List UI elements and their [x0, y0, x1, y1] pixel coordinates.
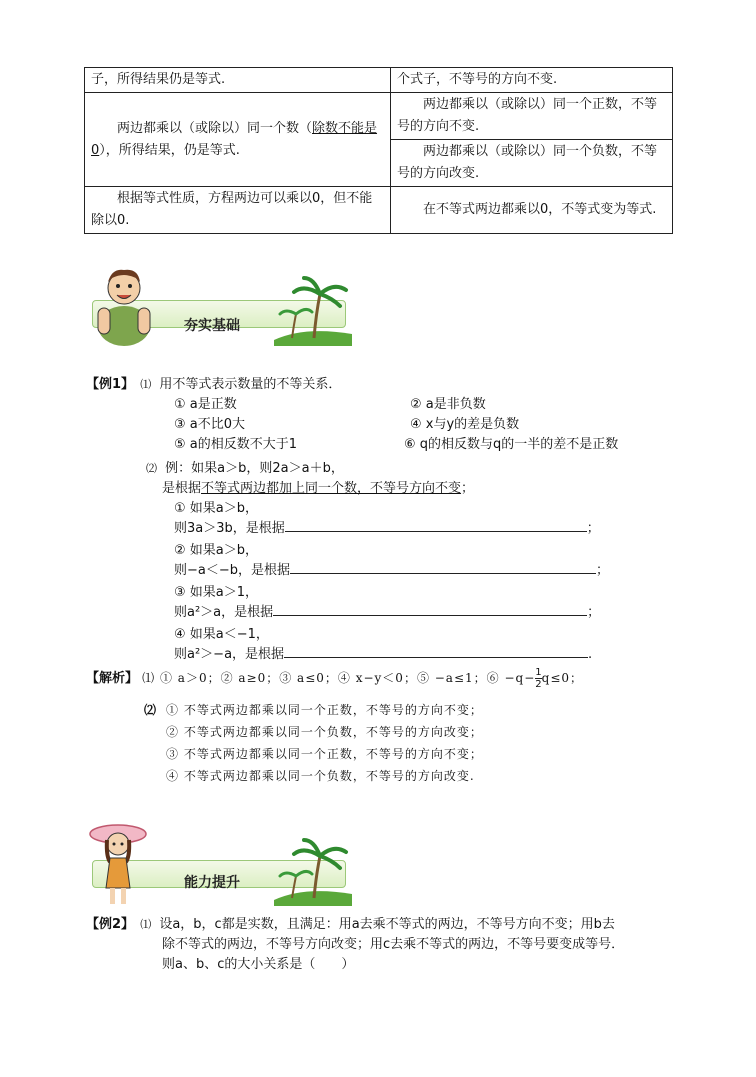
sub-condition: ① 如果a＞b， — [174, 501, 259, 516]
table-cell: 个式子，不等号的方向不变. — [391, 68, 673, 93]
question-number: ⑴ — [140, 378, 152, 391]
table-cell — [85, 93, 391, 187]
conclusion-text: 则3a＞3b，是根据 — [174, 521, 285, 536]
sub-question — [146, 457, 344, 476]
list-item: ⑤ a的相反数不大于1 — [174, 437, 298, 452]
table-row — [85, 68, 673, 93]
table-cell: 两边都乘以（或除以）同一个正数，不等号的方向不变. — [391, 93, 673, 140]
basis-suffix: ； — [461, 481, 475, 496]
example-heading — [86, 373, 341, 392]
question-text: 用不等式表示数量的不等关系． — [159, 377, 342, 392]
punctuation: ； — [586, 521, 600, 536]
solution-heading — [86, 667, 583, 690]
basis-prefix: 是根据 — [162, 481, 202, 496]
solution-part-number — [144, 701, 156, 718]
list-item: ② a是非负数 — [410, 397, 486, 412]
list-item: ④ x与y的差是负数 — [410, 417, 520, 432]
cell-text: ），所得结果，仍是等式. — [99, 142, 240, 158]
example-tag: 【例1】 — [86, 377, 135, 392]
table-cell: 子，所得结果仍是等式. — [85, 68, 391, 93]
solution-text: q≤0； — [541, 671, 584, 685]
fraction-numerator: 1 — [535, 667, 542, 678]
table-row — [85, 93, 673, 140]
palm-tree-icon — [274, 836, 352, 906]
conclusion-text: 则a²＞−a，是根据 — [174, 647, 285, 662]
list-item: ① a是正数 — [174, 397, 237, 412]
solution-tag: 【解析】 — [86, 671, 139, 686]
question-number: ⑵ — [146, 462, 157, 475]
punctuation: ； — [596, 563, 610, 578]
example-tag: 【例2】 — [86, 917, 135, 932]
section-banner-advanced — [84, 818, 354, 906]
answer-blank[interactable] — [290, 561, 596, 574]
section-banner-basics — [84, 262, 354, 347]
sub-conclusion — [174, 601, 600, 620]
section-title: 夯实基础 — [184, 318, 240, 334]
question-text: 例：如果a＞b，则2a＞a＋b， — [165, 461, 344, 476]
question-text: 设a，b，c都是实数，且满足：用a去乘不等式的两边，不等号方向不变；用b去 — [159, 917, 615, 932]
list-item: ⑥ q的相反数与q的一半的差不是正数 — [404, 437, 619, 452]
section-title: 能力提升 — [184, 875, 240, 891]
comparison-table — [84, 67, 673, 234]
fraction-denominator: 2 — [535, 679, 542, 690]
example-heading — [86, 913, 615, 932]
punctuation: ； — [587, 605, 601, 620]
underlined-text: 除数不能是0 — [91, 120, 378, 158]
table-cell: 根据等式性质，方程两边可以乘以0，但不能除以0. — [85, 187, 391, 234]
conclusion-text: 则−a＜−b，是根据 — [174, 563, 291, 578]
sub-condition: ③ 如果a＞1， — [174, 585, 259, 600]
list-item: ③ a不比0大 — [174, 417, 246, 432]
basis-line — [162, 477, 474, 496]
solution-line: ① 不等式两边都乘以同一个正数，不等号的方向不变； — [166, 703, 483, 717]
sub-condition: ② 如果a＞b， — [174, 543, 259, 558]
cartoon-man-icon — [90, 262, 160, 346]
table-row — [85, 187, 673, 234]
solution-line: ② 不等式两边都乘以同一个负数，不等号的方向改变； — [166, 725, 483, 739]
underlined-text: 不等式两边都加上同一个数，不等号方向不变 — [201, 481, 462, 496]
answer-blank[interactable] — [284, 645, 588, 658]
solution-line: ③ 不等式两边都乘以同一个正数，不等号的方向不变； — [166, 747, 483, 761]
solution-line: ④ 不等式两边都乘以同一个负数，不等号的方向改变. — [166, 769, 475, 783]
table-cell: 在不等式两边都乘以0，不等式变为等式. — [391, 187, 673, 234]
cartoon-girl-icon — [88, 818, 150, 906]
sub-conclusion — [174, 643, 592, 662]
question-text: 则a、b、c的大小关系是（ ） — [162, 957, 355, 972]
punctuation: . — [588, 647, 593, 662]
palm-tree-icon — [274, 274, 352, 346]
part-number: ⑵ — [144, 703, 157, 717]
cell-text: 两边都乘以（或除以）同一个数（ — [117, 120, 313, 136]
sub-conclusion — [174, 517, 600, 536]
conclusion-text: 则a²＞a，是根据 — [174, 605, 274, 620]
question-text: 除不等式的两边，不等号方向改变；用c去乘不等式的两边，不等号要变成等号． — [162, 937, 625, 952]
sub-conclusion — [174, 559, 609, 578]
question-number: ⑴ — [140, 918, 152, 931]
answer-blank[interactable] — [273, 603, 587, 616]
sub-condition: ④ 如果a＜−1， — [174, 627, 269, 642]
table-cell: 两边都乘以（或除以）同一个负数，不等号的方向改变. — [391, 140, 673, 187]
solution-text: ⑴ ① a＞0；② a≥0；③ a≤0；④ x−y＜0；⑤ −a≤1；⑥ −q− — [142, 671, 536, 685]
answer-blank[interactable] — [285, 519, 587, 532]
